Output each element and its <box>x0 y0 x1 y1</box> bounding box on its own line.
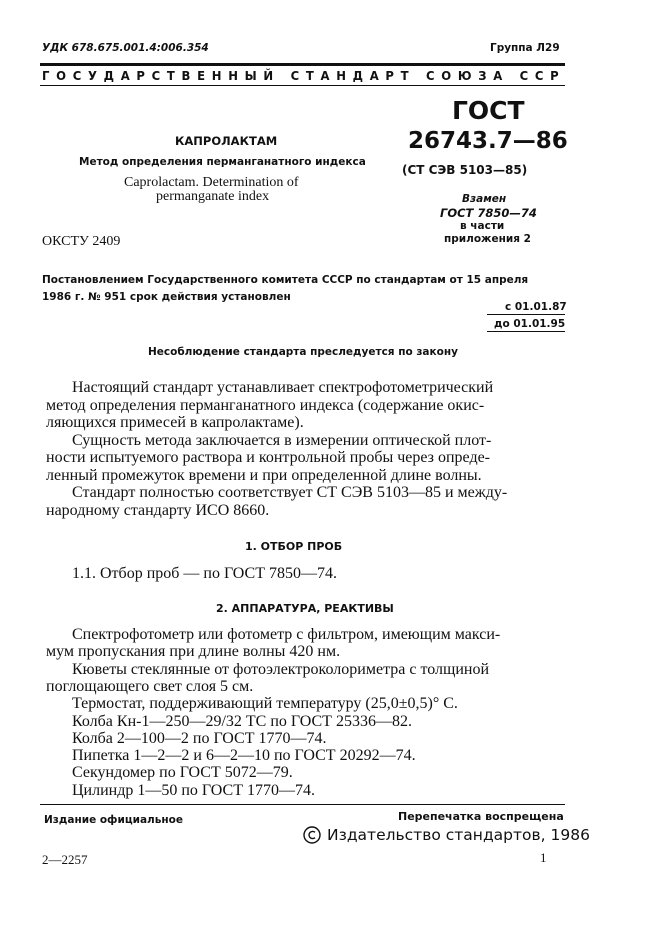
legal-warning: Несоблюдение стандарта преследуется по закону <box>148 346 458 358</box>
okstu-code: ОКСТУ 2409 <box>42 234 121 249</box>
footer-rule <box>40 804 565 805</box>
section-1-item: 1.1. Отбор проб — по ГОСТ 7850—74. <box>72 565 337 582</box>
text-line: Спектрофотометр или фотометр с фильтром, имеющим макси- <box>72 626 501 643</box>
replaces-part: в части <box>460 220 505 232</box>
section-1-heading: 1. ОТБОР ПРОБ <box>245 540 343 553</box>
header-rule-top <box>40 63 565 66</box>
english-title-line2: permanganate index <box>156 189 270 204</box>
text-line: народному стандарту ИСО 8660. <box>46 501 270 519</box>
effective-date-to: до 01.01.95 <box>494 318 566 330</box>
document-title: КАПРОЛАКТАМ <box>175 134 278 148</box>
edition-label: Издание официальное <box>44 814 183 826</box>
text-line: Стандарт полностью соответствует СТ СЭВ 5103—85 и между- <box>72 484 508 501</box>
date-underline-2 <box>487 331 565 332</box>
st-sev-number: (СТ СЭВ 5103—85) <box>402 163 528 177</box>
text-line: поглощающего свет слоя 5 см. <box>46 677 254 695</box>
udk-code: УДК 678.675.001.4:006.354 <box>42 42 209 54</box>
print-code: 2—2257 <box>42 852 88 867</box>
decree-line1: Постановлением Государственного комитета СССР по стандартам от 15 апреля <box>42 274 529 286</box>
page-number: 1 <box>540 850 547 865</box>
english-title-line1: Caprolactam. Determination of <box>124 175 299 190</box>
replaces-annex: приложения 2 <box>444 233 531 245</box>
document-subtitle: Метод определения перманганатного индекса <box>79 156 366 168</box>
decree-line2: 1986 г. № 951 срок действия установлен <box>42 291 291 303</box>
text-line: мум пропускания при длине волны 420 нм. <box>46 643 341 661</box>
text-line: Термостат, поддерживающий температуру (25,0±0,5)° С. <box>72 695 458 713</box>
section-2-heading: 2. АППАРАТУРА, РЕАКТИВЫ <box>216 602 394 615</box>
date-underline-1 <box>487 314 565 315</box>
text-line: Секундомер по ГОСТ 5072—79. <box>72 764 293 782</box>
replaces-label: Взамен <box>462 193 507 205</box>
reprint-notice: Перепечатка воспрещена <box>398 810 564 823</box>
text-line: ляющихся примесей в капролактаме). <box>46 414 304 431</box>
text-line: ленный промежуток времени и при определенной длине волны. <box>46 466 482 484</box>
text-line: Колба Кн-1—250—29/32 ТС по ГОСТ 25336—82. <box>72 712 412 730</box>
text-line: Сущность метода заключается в измерении оптической плот- <box>72 431 492 449</box>
effective-date-from: с 01.01.87 <box>505 301 567 313</box>
text-line: Настоящий стандарт устанавливает спектрофотометрический <box>72 379 494 396</box>
state-standard-title: ГОСУДАРСТВЕННЫЙ СТАНДАРТ СОЮЗА ССР <box>42 68 566 83</box>
text-line: Пипетка 1—2—2 и 6—2—10 по ГОСТ 20292—74. <box>72 747 416 765</box>
header-rule-bottom <box>40 85 565 86</box>
gost-number: 26743.7—86 <box>408 128 568 154</box>
text-line: Цилиндр 1—50 по ГОСТ 1770—74. <box>72 781 315 799</box>
text-line: Кюветы стеклянные от фотоэлектроколориметра с толщиной <box>72 660 490 678</box>
text-line: метод определения перманганатного индекса (содержание окис- <box>46 396 485 414</box>
replaces-gost: ГОСТ 7850—74 <box>440 206 537 220</box>
text-line: ности испытуемого раствора и контрольной пробы через опреде- <box>46 449 491 466</box>
gost-label: ГОСТ <box>452 96 525 125</box>
text-line: Колба 2—100—2 по ГОСТ 1770—74. <box>72 729 327 747</box>
copyright-icon <box>303 826 321 844</box>
publisher: Издательство стандартов, 1986 <box>327 826 590 844</box>
group-code: Группа Л29 <box>490 42 560 54</box>
